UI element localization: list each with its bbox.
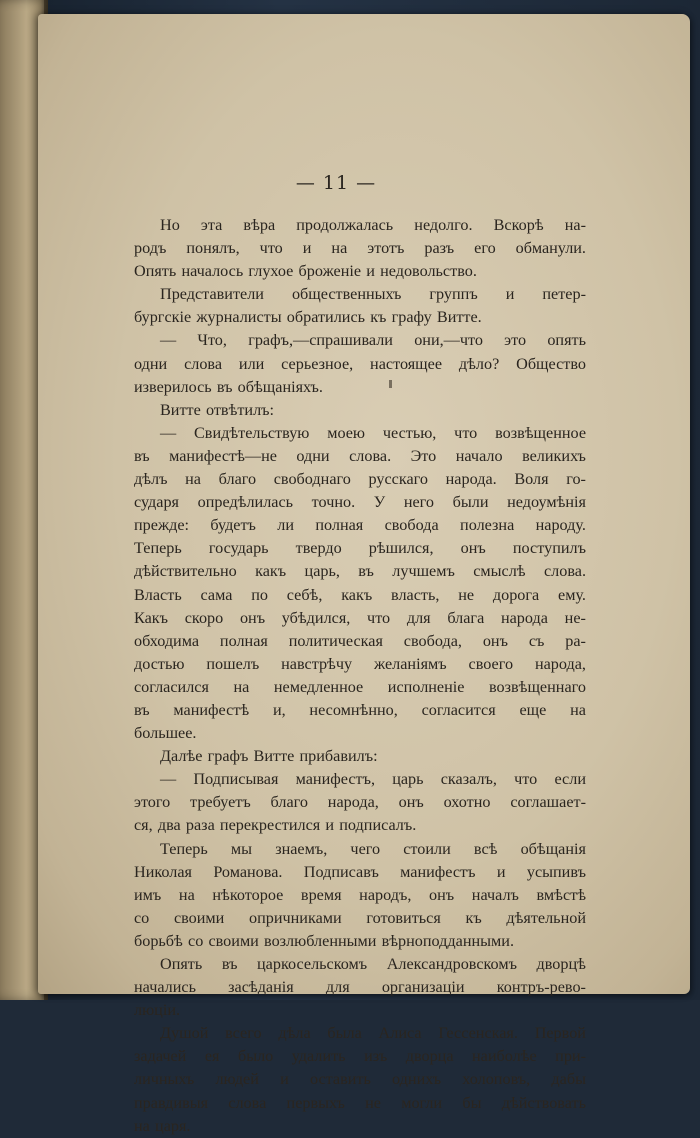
paragraph [134, 1022, 586, 1137]
text-line: согласился на немедленное исполненіе возвѣщеннаго [134, 677, 586, 696]
paragraph [134, 953, 586, 1022]
text-line: изверилось въ обѣщаніяхъ. [134, 377, 323, 396]
text-line: Власть сама по себѣ, какъ власть, не дорога ему. [134, 585, 586, 604]
text-line: большее. [134, 724, 197, 743]
paragraph [134, 214, 586, 283]
text-line: со своими опричниками готовиться къ дѣятельной [134, 908, 586, 927]
text-line: Опять началось глухое броженіе и недовольство. [134, 262, 477, 281]
text-line: дѣйствительно какъ царь, въ лучшемъ смыслѣ слова. [134, 562, 586, 581]
text-line: дѣлъ на благо свободнаго русскаго народа. Воля го- [134, 470, 586, 489]
paragraph [134, 768, 586, 837]
paragraph [134, 745, 586, 768]
text-line: правдивыя слова первыхъ не могли бы дѣйствовать [134, 1093, 586, 1112]
paragraph [134, 838, 586, 953]
text-line: Но эта вѣра продолжалась недолго. Вскорѣ на- [160, 216, 586, 234]
text-line: Витте отвѣтилъ: [160, 400, 275, 419]
paragraph [134, 399, 586, 422]
paragraph [134, 422, 586, 745]
body-text [134, 214, 586, 1138]
page-number: — 11 — [295, 172, 377, 194]
text-line: Опять въ царкосельскомъ Александровскомъ дворцѣ [160, 955, 586, 973]
text-line: Душой всего дѣла была Алиса Гессенская. Первой [160, 1024, 586, 1043]
text-line: обходима полная политическая свобода, онъ съ ра- [134, 631, 586, 650]
text-line: одни слова или серьезное, настоящее дѣло? Общество [134, 354, 586, 373]
text-line: Теперь государь твердо рѣшился, онъ поступилъ [134, 539, 586, 558]
text-line: въ манифестѣ и, несомнѣнно, согласится еще на [134, 700, 586, 719]
text-line: бургскіе журналисты обратились къ графу Витте. [134, 308, 482, 327]
text-line: родъ понялъ, что и на этотъ разъ его обманули. [134, 239, 586, 258]
text-line: Николая Романова. Подписавъ манифестъ и усыпивъ [134, 862, 586, 881]
text-line: Теперь мы знаемъ, чего стоили всѣ обѣщанія [160, 839, 586, 858]
text-line: Представители общественныхъ группъ и петер- [160, 285, 586, 304]
text-line: начались засѣданія для организаціи контръ-рево- [134, 978, 586, 997]
text-line: — Подписывая манифестъ, царь сказалъ, что если [160, 770, 586, 789]
text-line: достью пошелъ навстрѣчу желаніямъ своего народа, [134, 654, 586, 673]
text-line: люціи. [134, 1001, 181, 1020]
text-line: ся, два раза перекрестился и подписалъ. [134, 816, 417, 835]
text-line: на царя. [134, 1116, 191, 1135]
text-line: — Свидѣтельствую моею честью, что возвѣщенное [160, 423, 586, 442]
text-line: прежде: будетъ ли полная свобода полезна народу. [134, 516, 586, 535]
text-line: борьбѣ со своими возлюбленными вѣрноподданными. [134, 931, 514, 950]
print-speck [389, 380, 392, 388]
text-line: сударя опредѣлилась точно. У него были недоумѣнія [134, 493, 586, 512]
text-line: Далѣе графъ Витте прибавилъ: [160, 747, 378, 766]
text-line: этого требуетъ благо народа, онъ охотно соглашает- [134, 793, 586, 812]
text-line: задачей ея было удалить изъ дворца наиболѣе при- [134, 1047, 586, 1066]
text-line: имъ на нѣкоторое время народъ, онъ началъ вмѣстѣ [134, 885, 586, 904]
text-line: — Что, графъ,—спрашивали они,—что это опять [160, 331, 586, 350]
text-line: въ манифестѣ—не одни слова. Это начало великихъ [134, 446, 586, 465]
paragraph [134, 283, 586, 329]
paragraph [134, 329, 586, 398]
text-line: личныхъ людей и оставить однихъ холоповъ, дабы [134, 1070, 586, 1089]
text-line: Какъ скоро онъ убѣдился, что для блага народа не- [134, 608, 586, 627]
